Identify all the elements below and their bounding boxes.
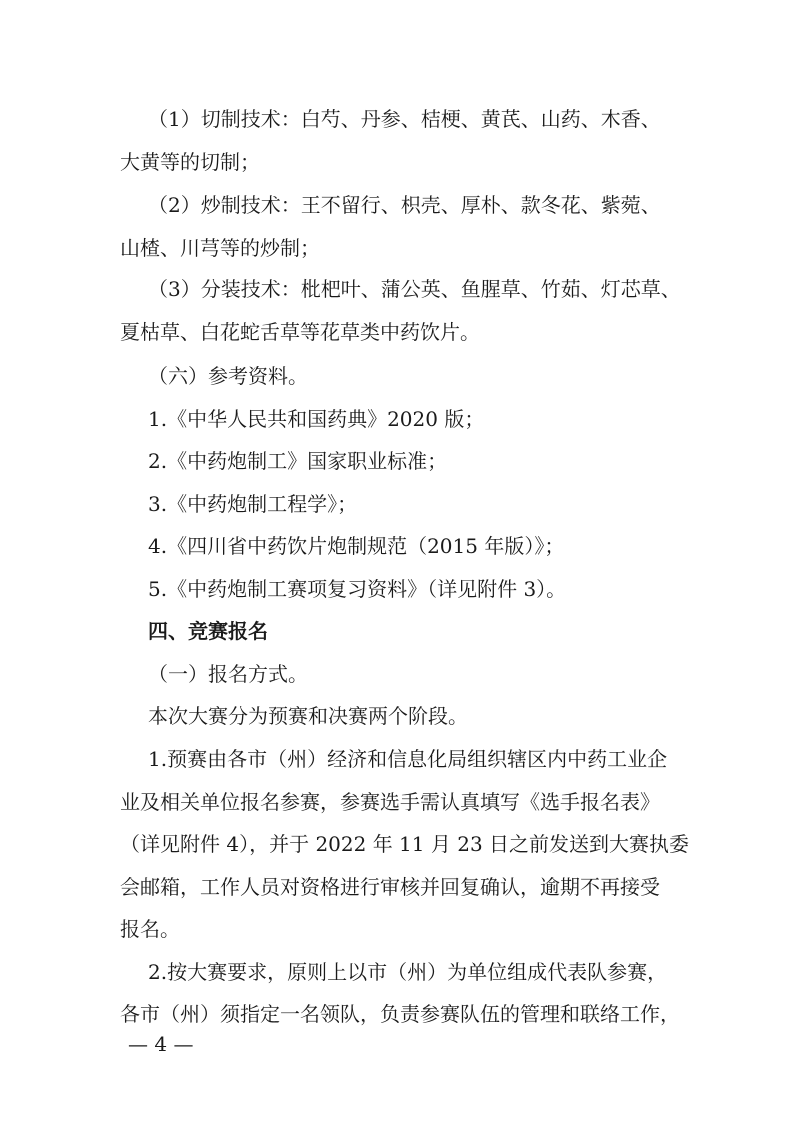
reference-item: 1.《中华人民共和国药典》2020 版； bbox=[148, 407, 485, 431]
paragraph-2-line: 2.按大赛要求，原则上以市（州）为单位组成代表队参赛， bbox=[148, 960, 668, 984]
page-number: — 4 — bbox=[128, 1032, 194, 1056]
paragraph-1-line: 会邮箱，工作人员对资格进行审核并回复确认，逾期不再接受 bbox=[120, 875, 660, 899]
paragraph-1-line: （详见附件 4），并于 2022 年 11 月 23 日之前发送到大赛执委 bbox=[120, 832, 690, 856]
item-3-line-1: （3）分装技术：枇杷叶、蒲公英、鱼腥草、竹茹、灯芯草、 bbox=[148, 277, 681, 301]
paragraph-1-line: 1.预赛由各市（州）经济和信息化局组织辖区内中药工业企 bbox=[148, 747, 668, 771]
reference-item: 4.《四川省中药饮片炮制规范（2015 年版）》； bbox=[148, 534, 565, 558]
references-heading: （六）参考资料。 bbox=[148, 364, 308, 388]
item-3-line-2: 夏枯草、白花蛇舌草等花草类中药饮片。 bbox=[120, 320, 480, 344]
reference-item: 5.《中药炮制工赛项复习资料》（详见附件 3）。 bbox=[148, 577, 567, 601]
reference-item: 2.《中药炮制工》国家职业标准； bbox=[148, 449, 448, 473]
reference-item: 3.《中药炮制工程学》； bbox=[148, 492, 358, 516]
intro-paragraph: 本次大赛分为预赛和决赛两个阶段。 bbox=[148, 704, 468, 728]
item-2-line-2: 山楂、川芎等的炒制； bbox=[120, 236, 320, 260]
section-heading: 四、竞赛报名 bbox=[148, 619, 268, 643]
paragraph-1-line: 报名。 bbox=[120, 917, 180, 941]
item-1-line-1: （1）切制技术：白芍、丹参、桔梗、黄芪、山药、木香、 bbox=[148, 107, 661, 131]
subsection-heading: （一）报名方式。 bbox=[148, 662, 308, 686]
paragraph-2-line: 各市（州）须指定一名领队，负责参赛队伍的管理和联络工作， bbox=[120, 1002, 680, 1026]
item-1-line-2: 大黄等的切制； bbox=[120, 150, 260, 174]
paragraph-1-line: 业及相关单位报名参赛，参赛选手需认真填写《选手报名表》 bbox=[120, 790, 660, 814]
item-2-line-1: （2）炒制技术：王不留行、枳壳、厚朴、款冬花、紫菀、 bbox=[148, 193, 661, 217]
